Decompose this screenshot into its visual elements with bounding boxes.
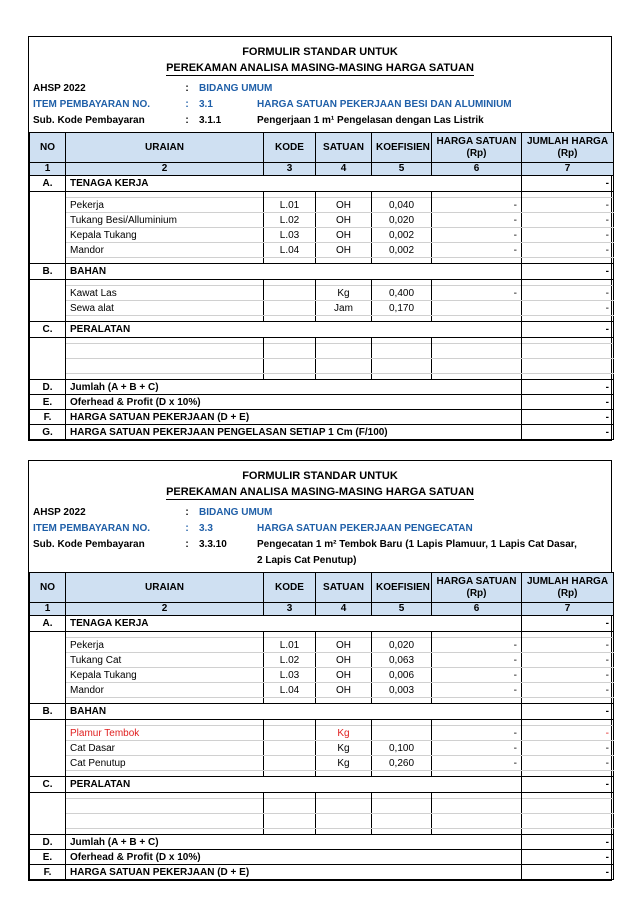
form-subtitle: PEREKAMAN ANALISA MASING-MASING HARGA SATUAN bbox=[166, 62, 474, 74]
item-harga: - bbox=[432, 213, 522, 228]
item-harga bbox=[432, 344, 522, 359]
item-koefisien bbox=[372, 799, 432, 814]
item-kode bbox=[264, 799, 316, 814]
sub-code-colon: : bbox=[185, 115, 189, 126]
column-header-uraian: URAIAN bbox=[66, 573, 264, 603]
total-row bbox=[30, 835, 614, 850]
ahsp-row bbox=[29, 505, 611, 521]
column-header-kode: KODE bbox=[264, 133, 316, 163]
item-kode: L.02 bbox=[264, 213, 316, 228]
column-header-uraian: URAIAN bbox=[66, 133, 264, 163]
section-row bbox=[30, 704, 614, 720]
column-header-jumlah: JUMLAH HARGA (Rp) bbox=[522, 573, 614, 603]
section-total: - bbox=[522, 704, 614, 720]
item-jumlah: - bbox=[522, 243, 614, 258]
analysis-form bbox=[28, 460, 612, 881]
total-label: Oferhead & Profit (D x 10%) bbox=[66, 395, 522, 410]
item-satuan: Kg bbox=[316, 286, 372, 301]
column-header-harga: HARGA SATUAN (Rp) bbox=[432, 573, 522, 603]
item-satuan bbox=[316, 359, 372, 374]
item-jumlah: - bbox=[522, 756, 614, 771]
total-value: - bbox=[522, 410, 614, 425]
item-kode: L.01 bbox=[264, 638, 316, 653]
item-kode bbox=[264, 301, 316, 316]
item-uraian: Mandor bbox=[66, 683, 264, 698]
item-koefisien: 0,020 bbox=[372, 638, 432, 653]
item-harga: - bbox=[432, 683, 522, 698]
section-name: BAHAN bbox=[66, 704, 522, 720]
column-header-no: NO bbox=[30, 133, 66, 163]
item-row bbox=[29, 521, 611, 537]
section-row bbox=[30, 616, 614, 632]
item-satuan: Kg bbox=[316, 756, 372, 771]
item-code: 3.3 bbox=[199, 523, 213, 534]
ahsp-row bbox=[29, 81, 611, 97]
item-row bbox=[29, 97, 611, 113]
column-header-no: NO bbox=[30, 573, 66, 603]
section-name: BAHAN bbox=[66, 264, 522, 280]
item-jumlah: - bbox=[522, 726, 614, 741]
total-no: D. bbox=[30, 835, 66, 850]
ahsp-value: BIDANG UMUM bbox=[199, 83, 273, 94]
section-no: C. bbox=[30, 777, 66, 793]
sub-code-desc-line2: 2 Lapis Cat Penutup) bbox=[257, 555, 357, 566]
section-row bbox=[30, 176, 614, 192]
sub-code-row bbox=[29, 113, 611, 129]
item-uraian: Plamur Tembok bbox=[66, 726, 264, 741]
total-row bbox=[30, 850, 614, 865]
item-koefisien bbox=[372, 814, 432, 829]
item-harga: - bbox=[432, 198, 522, 213]
item-label: ITEM PEMBAYARAN NO. bbox=[33, 523, 151, 534]
sub-code-label: Sub. Kode Pembayaran bbox=[33, 115, 145, 126]
total-label: HARGA SATUAN PEKERJAAN (D + E) bbox=[66, 865, 522, 880]
header-row bbox=[30, 573, 614, 603]
item-koefisien: 0,100 bbox=[372, 741, 432, 756]
sub-code: 3.3.10 bbox=[199, 539, 227, 550]
item-harga bbox=[432, 799, 522, 814]
sub-code-desc: Pengerjaan 1 m¹ Pengelasan dengan Las Listrik bbox=[257, 115, 484, 126]
item-uraian: Cat Dasar bbox=[66, 741, 264, 756]
table-row bbox=[30, 243, 614, 258]
column-header-jumlah: JUMLAH HARGA (Rp) bbox=[522, 133, 614, 163]
total-row bbox=[30, 425, 614, 440]
item-satuan: OH bbox=[316, 653, 372, 668]
column-number: 3 bbox=[264, 163, 316, 176]
item-harga: - bbox=[432, 286, 522, 301]
table-row bbox=[30, 756, 614, 771]
item-satuan bbox=[316, 814, 372, 829]
column-number: 1 bbox=[30, 603, 66, 616]
table-row bbox=[30, 228, 614, 243]
item-koefisien: 0,040 bbox=[372, 198, 432, 213]
analysis-form bbox=[28, 36, 612, 441]
column-header-kode: KODE bbox=[264, 573, 316, 603]
item-uraian: Tukang Cat bbox=[66, 653, 264, 668]
item-koefisien: 0,006 bbox=[372, 668, 432, 683]
item-koefisien bbox=[372, 726, 432, 741]
item-harga: - bbox=[432, 243, 522, 258]
total-no: G. bbox=[30, 425, 66, 440]
item-harga: - bbox=[432, 638, 522, 653]
section-total: - bbox=[522, 176, 614, 192]
column-number: 5 bbox=[372, 603, 432, 616]
column-number-row bbox=[30, 163, 614, 176]
section-no: C. bbox=[30, 322, 66, 338]
column-number: 7 bbox=[522, 603, 614, 616]
section-name: TENAGA KERJA bbox=[66, 616, 522, 632]
section-total: - bbox=[522, 264, 614, 280]
column-header-harga: HARGA SATUAN (Rp) bbox=[432, 133, 522, 163]
total-value: - bbox=[522, 380, 614, 395]
table-row bbox=[30, 198, 614, 213]
item-satuan bbox=[316, 344, 372, 359]
table-row bbox=[30, 301, 614, 316]
ahsp-label: AHSP 2022 bbox=[33, 507, 86, 518]
analysis-table bbox=[29, 132, 614, 440]
item-jumlah bbox=[522, 359, 614, 374]
header-row bbox=[30, 133, 614, 163]
column-number-row bbox=[30, 603, 614, 616]
item-kode: L.04 bbox=[264, 683, 316, 698]
item-harga: - bbox=[432, 726, 522, 741]
table-row bbox=[30, 653, 614, 668]
item-jumlah: - bbox=[522, 668, 614, 683]
column-number: 4 bbox=[316, 163, 372, 176]
ahsp-label: AHSP 2022 bbox=[33, 83, 86, 94]
item-kode bbox=[264, 726, 316, 741]
section-no: A. bbox=[30, 176, 66, 192]
table-row bbox=[30, 668, 614, 683]
item-jumlah: - bbox=[522, 198, 614, 213]
ahsp-colon: : bbox=[185, 83, 189, 94]
total-row bbox=[30, 410, 614, 425]
column-number: 2 bbox=[66, 163, 264, 176]
item-jumlah: - bbox=[522, 213, 614, 228]
item-satuan: OH bbox=[316, 668, 372, 683]
item-kode: L.03 bbox=[264, 228, 316, 243]
table-row bbox=[30, 799, 614, 814]
total-label: Jumlah (A + B + C) bbox=[66, 835, 522, 850]
table-row bbox=[30, 213, 614, 228]
sub-code-colon: : bbox=[185, 539, 189, 550]
item-uraian bbox=[66, 814, 264, 829]
table-row bbox=[30, 741, 614, 756]
column-number: 6 bbox=[432, 163, 522, 176]
item-jumlah bbox=[522, 799, 614, 814]
item-koefisien: 0,260 bbox=[372, 756, 432, 771]
column-number: 2 bbox=[66, 603, 264, 616]
item-koefisien: 0,170 bbox=[372, 301, 432, 316]
item-kode bbox=[264, 741, 316, 756]
total-no: F. bbox=[30, 410, 66, 425]
total-no: D. bbox=[30, 380, 66, 395]
item-koefisien: 0,063 bbox=[372, 653, 432, 668]
table-row bbox=[30, 683, 614, 698]
item-harga bbox=[432, 359, 522, 374]
section-row bbox=[30, 322, 614, 338]
item-harga: - bbox=[432, 653, 522, 668]
column-header-koef: KOEFISIEN bbox=[372, 133, 432, 163]
total-row bbox=[30, 865, 614, 880]
total-no: E. bbox=[30, 850, 66, 865]
item-desc: HARGA SATUAN PEKERJAAN PENGECATAN bbox=[257, 523, 473, 534]
section-total: - bbox=[522, 616, 614, 632]
item-koefisien bbox=[372, 344, 432, 359]
column-number: 4 bbox=[316, 603, 372, 616]
item-jumlah: - bbox=[522, 286, 614, 301]
total-no: F. bbox=[30, 865, 66, 880]
ahsp-value: BIDANG UMUM bbox=[199, 507, 273, 518]
total-value: - bbox=[522, 835, 614, 850]
item-colon: : bbox=[185, 523, 189, 534]
table-row bbox=[30, 344, 614, 359]
item-uraian: Cat Penutup bbox=[66, 756, 264, 771]
item-jumlah: - bbox=[522, 741, 614, 756]
item-kode bbox=[264, 286, 316, 301]
item-harga: - bbox=[432, 668, 522, 683]
section-name: PERALATAN bbox=[66, 777, 522, 793]
section-no: B. bbox=[30, 704, 66, 720]
item-kode: L.03 bbox=[264, 668, 316, 683]
item-harga: - bbox=[432, 756, 522, 771]
item-satuan: OH bbox=[316, 198, 372, 213]
item-kode bbox=[264, 756, 316, 771]
item-jumlah bbox=[522, 344, 614, 359]
column-header-satuan: SATUAN bbox=[316, 133, 372, 163]
table-row bbox=[30, 814, 614, 829]
item-satuan: Kg bbox=[316, 726, 372, 741]
section-total: - bbox=[522, 322, 614, 338]
item-kode bbox=[264, 814, 316, 829]
section-name: PERALATAN bbox=[66, 322, 522, 338]
table-row bbox=[30, 286, 614, 301]
item-harga bbox=[432, 814, 522, 829]
total-row bbox=[30, 395, 614, 410]
item-satuan bbox=[316, 799, 372, 814]
item-koefisien: 0,002 bbox=[372, 243, 432, 258]
column-number: 7 bbox=[522, 163, 614, 176]
item-jumlah: - bbox=[522, 228, 614, 243]
item-desc: HARGA SATUAN PEKERJAAN BESI DAN ALUMINIUM bbox=[257, 99, 512, 110]
item-uraian: Mandor bbox=[66, 243, 264, 258]
table-row bbox=[30, 359, 614, 374]
column-number: 1 bbox=[30, 163, 66, 176]
item-jumlah: - bbox=[522, 683, 614, 698]
item-uraian: Kepala Tukang bbox=[66, 668, 264, 683]
item-koefisien: 0,400 bbox=[372, 286, 432, 301]
item-code: 3.1 bbox=[199, 99, 213, 110]
total-value: - bbox=[522, 425, 614, 440]
item-kode: L.02 bbox=[264, 653, 316, 668]
ahsp-colon: : bbox=[185, 507, 189, 518]
item-uraian: Sewa alat bbox=[66, 301, 264, 316]
sub-code-desc: Pengecatan 1 m² Tembok Baru (1 Lapis Plamuur, 1 Lapis Cat Dasar, bbox=[257, 539, 577, 550]
column-header-satuan: SATUAN bbox=[316, 573, 372, 603]
sub-code: 3.1.1 bbox=[199, 115, 222, 126]
item-jumlah: - bbox=[522, 653, 614, 668]
total-value: - bbox=[522, 865, 614, 880]
section-row bbox=[30, 264, 614, 280]
item-satuan: OH bbox=[316, 228, 372, 243]
column-number: 3 bbox=[264, 603, 316, 616]
section-no: A. bbox=[30, 616, 66, 632]
table-row bbox=[30, 726, 614, 741]
item-kode: L.04 bbox=[264, 243, 316, 258]
item-kode bbox=[264, 344, 316, 359]
column-number: 6 bbox=[432, 603, 522, 616]
table-row bbox=[30, 638, 614, 653]
total-label: HARGA SATUAN PEKERJAAN (D + E) bbox=[66, 410, 522, 425]
total-row bbox=[30, 380, 614, 395]
item-jumlah: - bbox=[522, 638, 614, 653]
item-label: ITEM PEMBAYARAN NO. bbox=[33, 99, 151, 110]
item-uraian: Pekerja bbox=[66, 198, 264, 213]
item-uraian bbox=[66, 344, 264, 359]
form-title: FORMULIR STANDAR UNTUK bbox=[242, 470, 398, 482]
section-total: - bbox=[522, 777, 614, 793]
total-label: Jumlah (A + B + C) bbox=[66, 380, 522, 395]
item-uraian: Pekerja bbox=[66, 638, 264, 653]
item-uraian: Kepala Tukang bbox=[66, 228, 264, 243]
item-kode bbox=[264, 359, 316, 374]
item-satuan: OH bbox=[316, 638, 372, 653]
item-koefisien: 0,020 bbox=[372, 213, 432, 228]
item-uraian: Tukang Besi/Alluminium bbox=[66, 213, 264, 228]
item-koefisien: 0,002 bbox=[372, 228, 432, 243]
sub-code-row bbox=[29, 537, 611, 569]
item-colon: : bbox=[185, 99, 189, 110]
total-value: - bbox=[522, 395, 614, 410]
item-satuan: OH bbox=[316, 683, 372, 698]
item-koefisien bbox=[372, 359, 432, 374]
total-no: E. bbox=[30, 395, 66, 410]
item-harga: - bbox=[432, 741, 522, 756]
item-koefisien: 0,003 bbox=[372, 683, 432, 698]
form-subtitle: PEREKAMAN ANALISA MASING-MASING HARGA SATUAN bbox=[166, 486, 474, 498]
sub-code-label: Sub. Kode Pembayaran bbox=[33, 539, 145, 550]
total-label: Oferhead & Profit (D x 10%) bbox=[66, 850, 522, 865]
item-uraian bbox=[66, 799, 264, 814]
item-satuan: Kg bbox=[316, 741, 372, 756]
item-satuan: OH bbox=[316, 213, 372, 228]
item-jumlah: - bbox=[522, 301, 614, 316]
analysis-table bbox=[29, 572, 614, 880]
item-harga: - bbox=[432, 228, 522, 243]
item-uraian bbox=[66, 359, 264, 374]
form-title: FORMULIR STANDAR UNTUK bbox=[242, 46, 398, 58]
section-no: B. bbox=[30, 264, 66, 280]
section-name: TENAGA KERJA bbox=[66, 176, 522, 192]
total-label: HARGA SATUAN PEKERJAAN PENGELASAN SETIAP 1 Cm (F/100) bbox=[66, 425, 522, 440]
item-jumlah bbox=[522, 814, 614, 829]
column-header-koef: KOEFISIEN bbox=[372, 573, 432, 603]
item-satuan: OH bbox=[316, 243, 372, 258]
column-number: 5 bbox=[372, 163, 432, 176]
section-row bbox=[30, 777, 614, 793]
item-uraian: Kawat Las bbox=[66, 286, 264, 301]
item-kode: L.01 bbox=[264, 198, 316, 213]
item-satuan: Jam bbox=[316, 301, 372, 316]
item-harga bbox=[432, 301, 522, 316]
total-value: - bbox=[522, 850, 614, 865]
